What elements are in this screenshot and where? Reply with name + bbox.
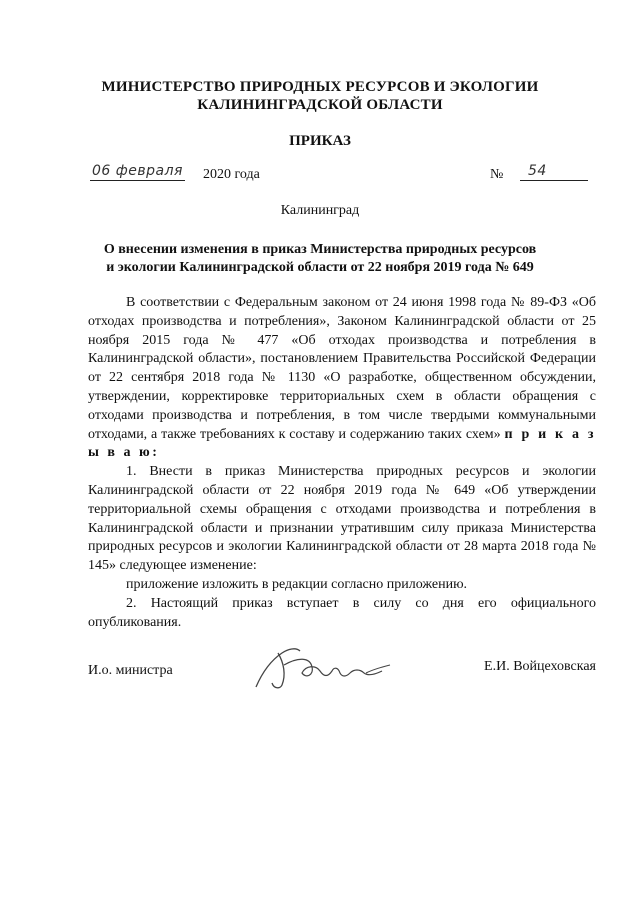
order-body [88, 294, 596, 632]
order-date-handwritten: 06 февраля [92, 163, 183, 179]
order-date-year: 2020 года [203, 167, 260, 182]
signature-block [88, 643, 596, 693]
signatory-name: Е.И. Войцеховская [484, 659, 596, 674]
preamble-text: В соответствии с Федеральным законом от 24 июня 1998 года № 89-ФЗ «Об отходах производства и потребления», Законом Калининградской области от 25 ноября 2015 года № 477 «Об отходах производства и потребления в Калининградской области», постановлением Правительства Российской Федерации от 22 сентября 2018 года № 1130 «О разработке, общественном обсуждении, утверждении, корректировке территориальных схем в области обращения с отходами производства и потребления, в том числе твердыми коммунальными отходами, а также требованиях к составу и содержанию таких схем» [88, 295, 596, 442]
order-subject [90, 241, 550, 277]
item-2-paragraph: 2. Настоящий приказ вступает в силу со дня его официального опубликования. [88, 595, 596, 630]
order-date-number-row [88, 163, 588, 187]
order-subject-line1: О внесении изменения в приказ Министерства природных ресурсов [103, 242, 537, 257]
decree-word: п р и к а з ы в а ю: [88, 426, 596, 461]
handwritten-signature-icon [248, 643, 398, 691]
item-1-sub-paragraph: приложение изложить в редакции согласно приложению. [126, 576, 468, 592]
ministry-name-line2: КАЛИНИНГРАДСКОЙ ОБЛАСТИ [197, 97, 443, 113]
order-subject-line2: и экологии Калининградской области от 22 ноября 2019 года № 649 [106, 260, 534, 275]
preamble-paragraph [88, 294, 596, 463]
ministry-header [60, 78, 580, 114]
city: Калининград [280, 203, 360, 218]
signatory-role: И.о. министра [88, 663, 173, 678]
order-number-sign: № [490, 167, 504, 182]
item-1-paragraph: 1. Внести в приказ Министерства природных ресурсов и экологии Калининградской области от 22 ноября 2019 года № 649 «Об утверждении территориальной схемы обращения с отходами производства и потребления в Калининградской области и признании утратившим силу приказа Министерства природных ресурсов и экологии Калининградской области от 28 марта 2018 года № 145» следующее изменение: [88, 464, 596, 574]
order-number-handwritten: 54 [520, 163, 588, 181]
order-title: ПРИКАЗ [289, 133, 351, 149]
ministry-name-line1: МИНИСТЕРСТВО ПРИРОДНЫХ РЕСУРСОВ И ЭКОЛОГИИ [101, 79, 539, 95]
